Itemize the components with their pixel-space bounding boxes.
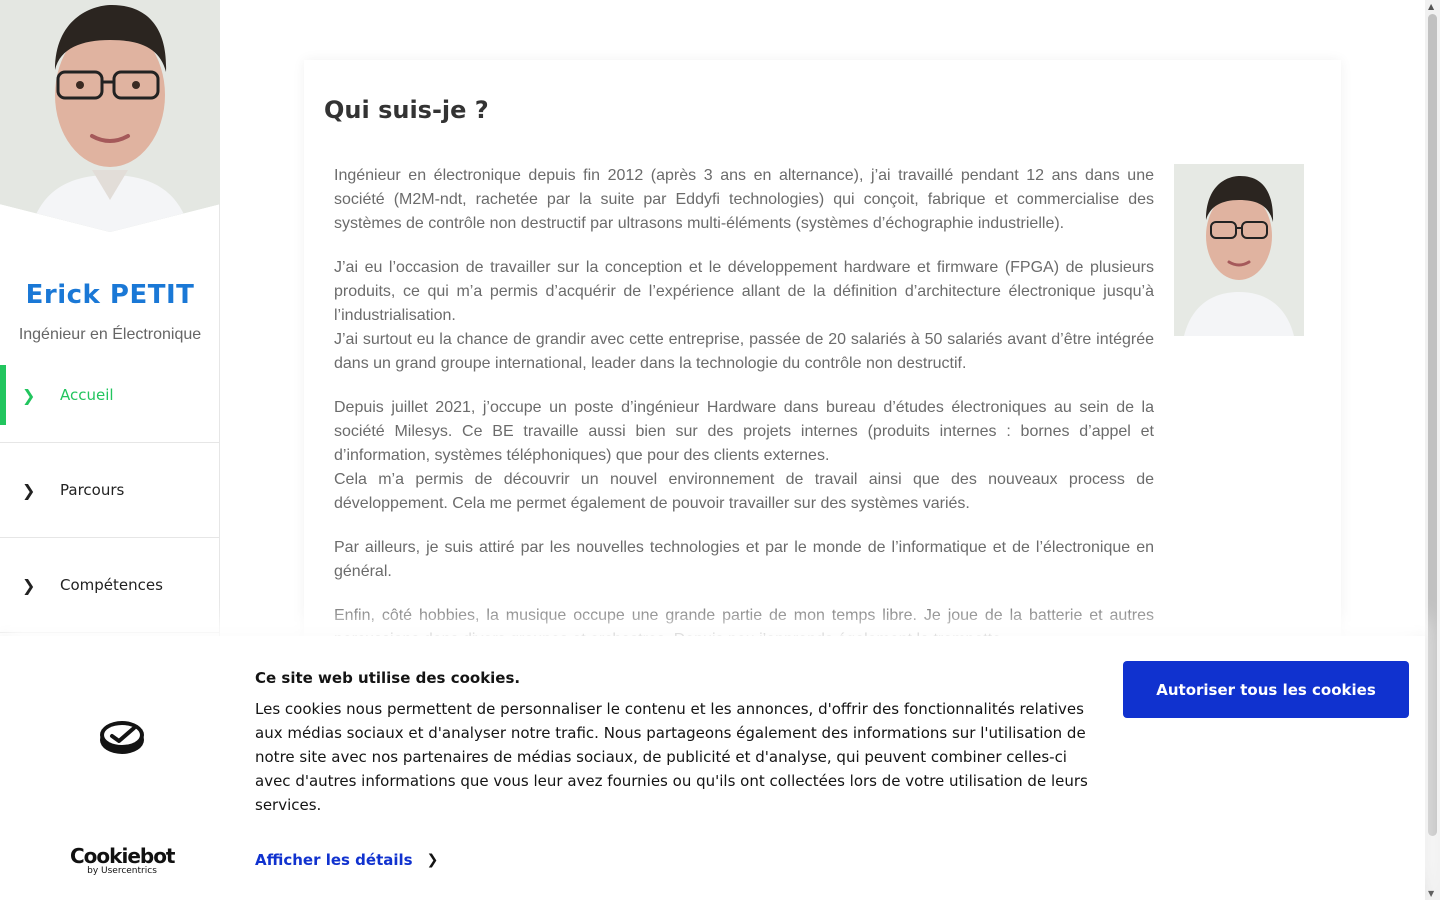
scroll-down-icon[interactable]: ▼ (1428, 889, 1435, 898)
chevron-right-icon: ❯ (22, 575, 36, 595)
paragraph (334, 396, 1154, 516)
sidebar-item-parcours[interactable] (0, 443, 219, 538)
paragraph: Par ailleurs, je suis attiré par les nouvelles technologies et par le monde de l’informatique et de l’électronique en général. (334, 539, 1154, 580)
paragraph-line: J’ai eu l’occasion de travailler sur la conception et le développement hardware et firmware (FPGA) de plusieurs produits, ce qui m’a permis d’acquérir de l’expérience allant de la définition d’architecture électronique jusqu’à l’industrialisation. (334, 259, 1154, 324)
paragraph-line: Depuis juillet 2021, j’occupe un poste d’ingénieur Hardware dans bureau d’études électroniques au sein de la société Milesys. Ce BE travaille aussi bien sur des projets internes (produits internes : bornes d’appel et d’information, systèmes téléphoniques) que pour des clients externes. (334, 399, 1154, 464)
sidebar-item-label: Compétences (60, 576, 163, 594)
cookie-banner (0, 636, 1425, 900)
chevron-right-icon: ❯ (22, 385, 36, 405)
chevron-right-icon: ❯ (22, 480, 36, 500)
show-details-link[interactable] (255, 851, 438, 869)
paragraph: Enfin, côté hobbies, la musique occupe une grande partie de mon temps libre. Je joue de la batterie et autres (334, 607, 1154, 624)
chevron-right-icon: ❯ (426, 852, 439, 868)
paragraph-line: Cela m’a permis de découvrir un nouvel environnement de travail ainsi que des nouveaux process de développement. Cela me permet également de pouvoir travailler sur des systèmes variés. (334, 471, 1154, 512)
sidebar-item-accueil[interactable] (0, 348, 219, 443)
profile-name: Erick PETIT (25, 280, 195, 310)
show-details-label: Afficher les détails (255, 851, 413, 869)
sidebar-item-competences[interactable] (0, 538, 219, 633)
paragraph: Ingénieur en électronique depuis fin 2012 (après 3 ans en alternance), j’ai travaillé pendant 12 ans dans une société (M2M-ndt, rachetée par la suite par Eddyfi technologies) qui conçoit, fabrique et commercialise des systèmes de contrôle non destructif par ultrasons multi-éléments (systèmes d’échographie industrielle). (334, 167, 1154, 232)
page-title: Qui suis-je ? (324, 96, 489, 124)
paragraph (334, 256, 1154, 376)
sidebar-item-label: Accueil (60, 386, 114, 404)
cookie-icon (98, 718, 146, 762)
cookiebot-logo (70, 844, 174, 876)
profile-photo (0, 0, 220, 232)
paragraph-line: J’ai surtout eu la chance de grandir avec cette entreprise, passée de 20 salariés à 50 salariés avant d’être intégrée dans un grand groupe international, leader dans la technologie du contrôle non destructif. (334, 331, 1154, 372)
profile-role: Ingénieur en Électronique (18, 326, 202, 343)
sidebar-item-label: Parcours (60, 481, 125, 499)
brand-sub: by Usercentrics (87, 866, 157, 876)
cookie-title: Ce site web utilise des cookies. (255, 669, 521, 687)
accept-all-cookies-button[interactable]: Autoriser tous les cookies (1123, 661, 1409, 718)
scrollbar-thumb[interactable] (1428, 14, 1437, 836)
about-card (304, 60, 1341, 680)
about-photo (1174, 164, 1304, 336)
sidebar-nav (0, 348, 219, 633)
scrollbar[interactable] (1425, 0, 1440, 900)
cookie-body: Les cookies nous permettent de personnaliser le contenu et les annonces, d'offrir des fonctionnalités relatives aux médias sociaux et d'analyser notre trafic. Nous partageons également des informations sur l'utilisation de notre site avec nos partenaires de médias sociaux, de publicité et d'analyse, qui peuvent combiner celles-ci avec d'autres informations que vous leur avez fournies ou qu'ils ont collectées lors de votre utilisation de leurs services. (255, 700, 1088, 814)
about-text (334, 164, 1154, 672)
brand-name: Cookiebot (70, 844, 175, 868)
scroll-up-icon[interactable]: ▲ (1428, 2, 1435, 11)
active-indicator (0, 365, 6, 425)
